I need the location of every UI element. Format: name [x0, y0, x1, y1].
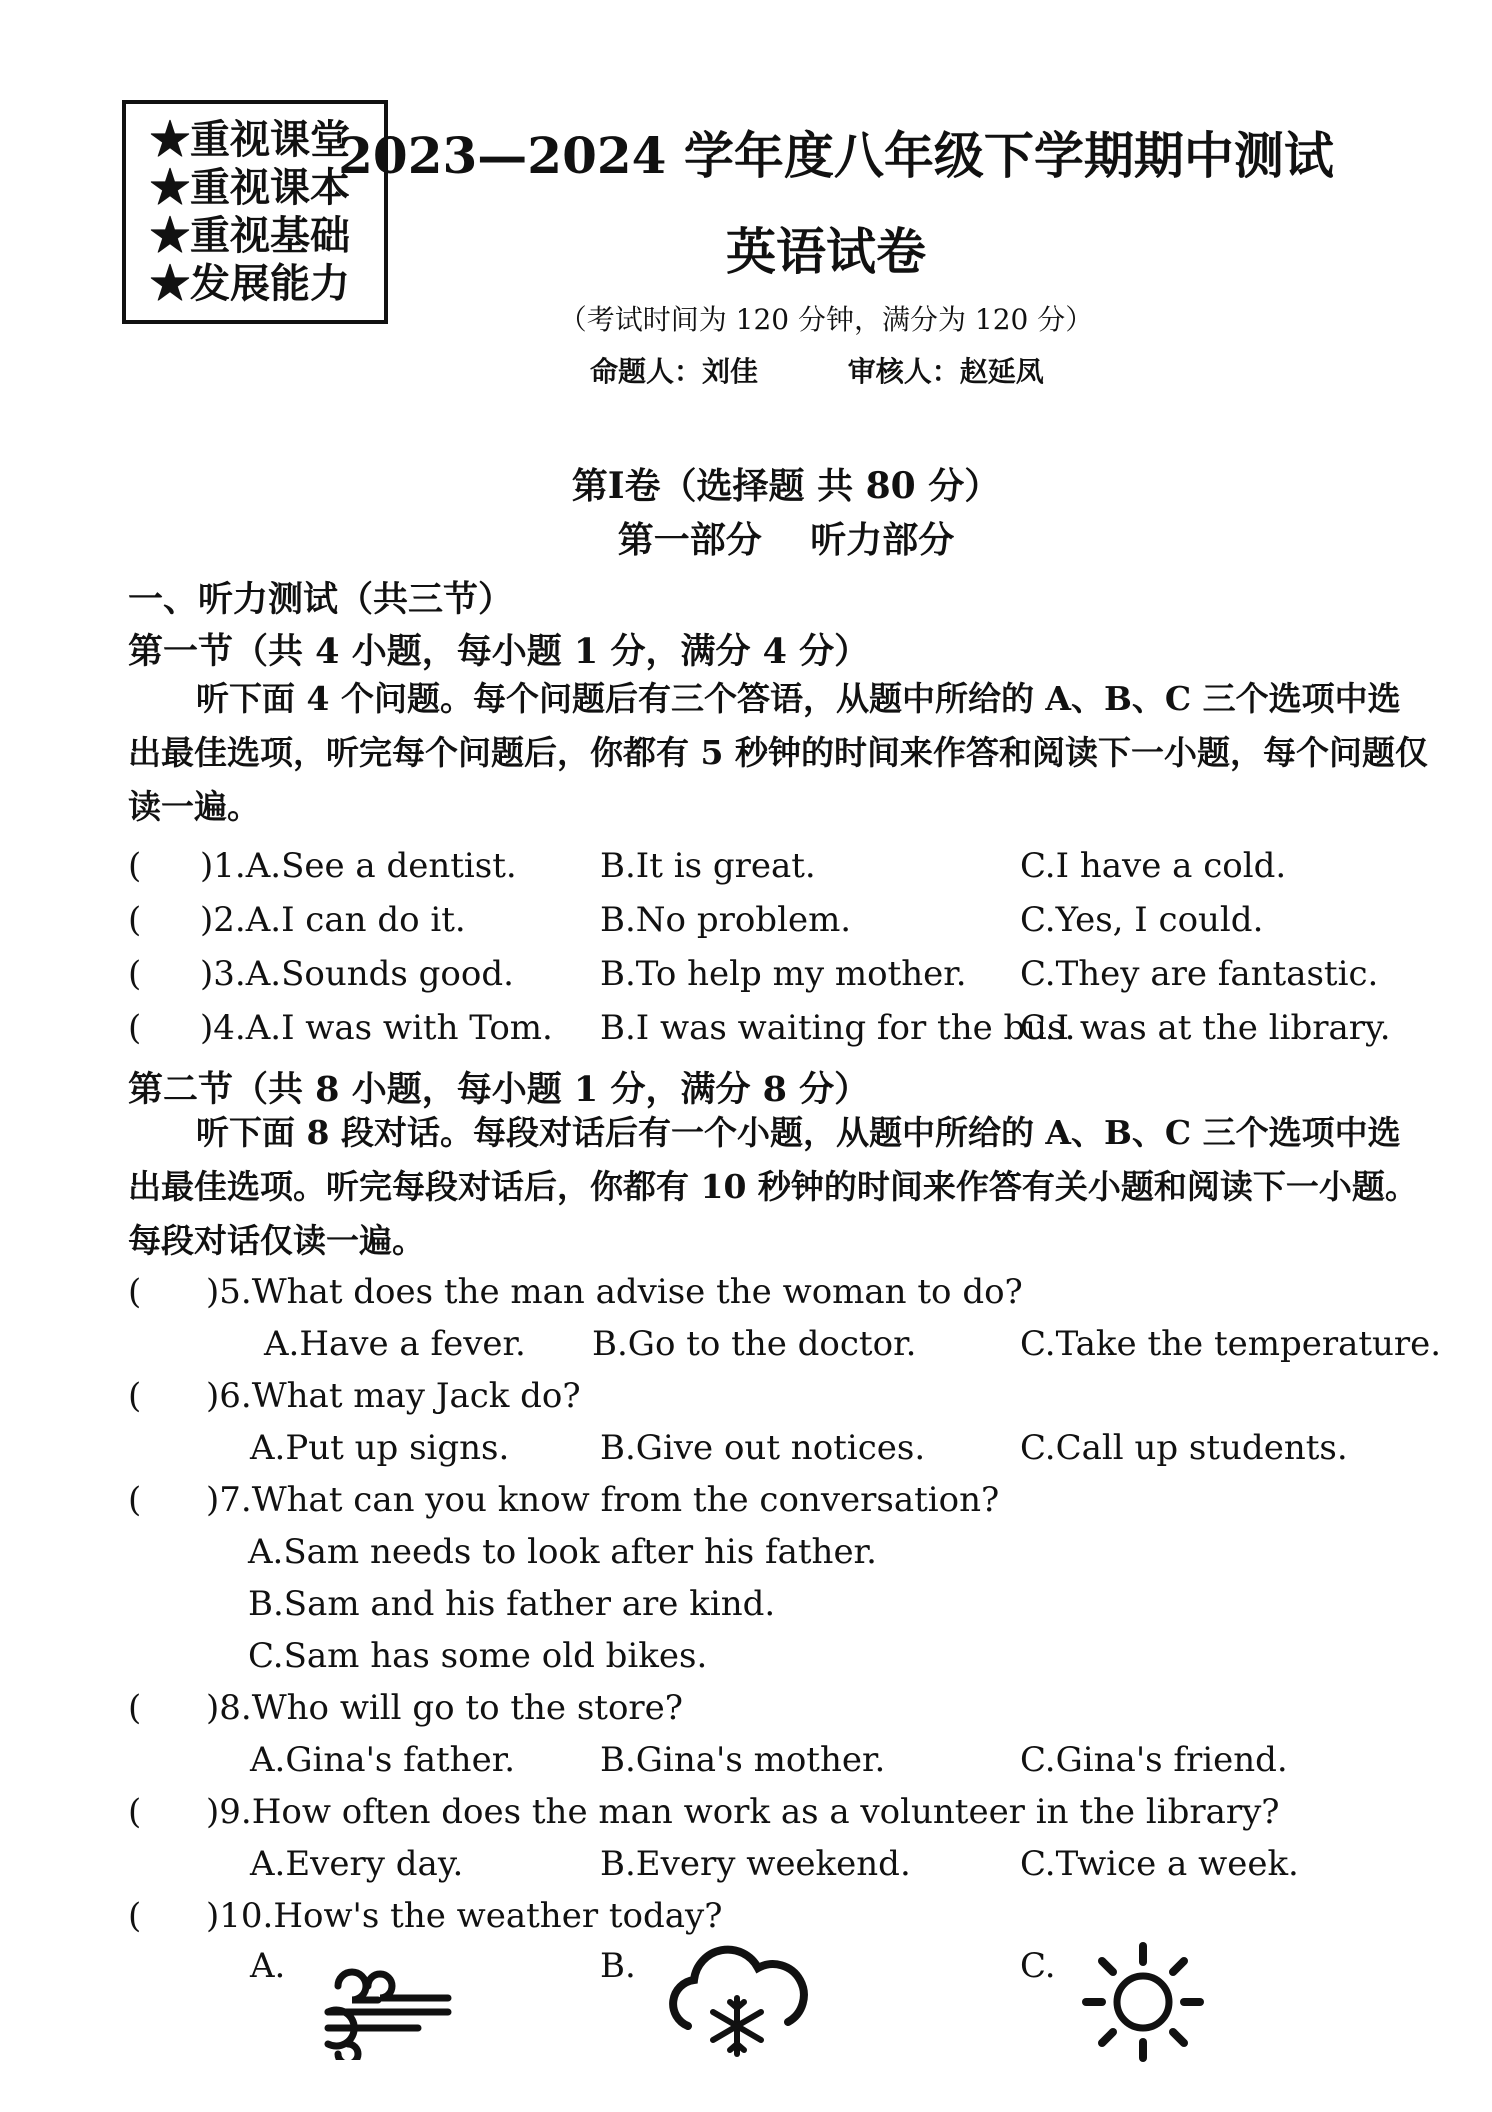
exam-subtitle: 英语试卷 — [726, 222, 926, 281]
motto-line: ★重视基础 — [150, 212, 350, 259]
option-b: B.Give out notices. — [600, 1428, 926, 1468]
exam-note: （考试时间为 120 分钟，满分为 120 分） — [558, 303, 1094, 336]
option-c: C.I have a cold. — [1020, 846, 1287, 886]
option-c: C.Twice a week. — [1020, 1844, 1299, 1884]
section-title: 一、听力测试（共三节） — [128, 579, 514, 620]
option-b: B.Sam and his father are kind. — [248, 1584, 776, 1624]
windy-icon — [318, 1950, 458, 2060]
answer-paren: ( — [128, 1480, 142, 1520]
option-b: B.No problem. — [600, 900, 852, 940]
answer-paren: ( — [128, 900, 142, 940]
answer-paren: ( — [128, 1272, 142, 1312]
option-a: A.Sam needs to look after his father. — [248, 1532, 877, 1572]
part-title: 第一部分 听力部分 — [617, 519, 955, 561]
answer-paren: ( — [128, 846, 142, 886]
option-a: A.Have a fever. — [264, 1324, 526, 1364]
answer-paren: ( — [128, 1896, 142, 1936]
question-5: )5.What does the man advise the woman to do? — [206, 1272, 1023, 1312]
answer-paren: ( — [128, 954, 142, 994]
option-c: C.I was at the library. — [1020, 1008, 1391, 1048]
option-b: B.Every weekend. — [600, 1844, 911, 1884]
answer-paren: ( — [128, 1792, 142, 1832]
option-a: A. — [250, 1946, 286, 1986]
setter: 命题人：刘佳 — [590, 355, 759, 388]
question-7: )7.What can you know from the conversation? — [206, 1480, 1000, 1520]
question-3: )3.A.Sounds good. — [200, 954, 514, 994]
authors — [590, 350, 1124, 390]
reviewer: 审核人：赵延凤 — [847, 355, 1044, 388]
question-4: )4.A.I was with Tom. — [200, 1008, 553, 1048]
motto-line: ★发展能力 — [150, 260, 350, 307]
motto-line: ★重视课堂 — [150, 116, 350, 163]
option-c: C.Call up students. — [1020, 1428, 1348, 1468]
question-6: )6.What may Jack do? — [206, 1376, 581, 1416]
sunny-icon — [1080, 1940, 1206, 2064]
answer-paren: ( — [128, 1008, 142, 1048]
sec1-instructions: 听下面 4 个问题。每个问题后有三个答语，从题中所给的 A、B、C 三个选项中选出最佳选项，听完每个问题后，你都有 5 秒钟的时间来作答和阅读下一小题，每个问题仅读一遍。 — [128, 679, 1428, 826]
sec2-heading: 第二节（共 8 小题，每小题 1 分，满分 8 分） — [128, 1069, 870, 1110]
option-c: C.Yes, I could. — [1020, 900, 1264, 940]
option-b: B.Go to the doctor. — [592, 1324, 917, 1364]
option-c: C. — [1020, 1946, 1056, 1986]
option-b: B. — [600, 1946, 636, 1986]
option-c: C.Sam has some old bikes. — [248, 1636, 708, 1676]
option-b: B.I was waiting for the bus. — [600, 1008, 1076, 1048]
option-b: B.Gina's mother. — [600, 1740, 886, 1780]
option-c: C.Gina's friend. — [1020, 1740, 1288, 1780]
snow-cloud-icon — [662, 1936, 812, 2058]
question-2: )2.A.I can do it. — [200, 900, 466, 940]
option-b: B.To help my mother. — [600, 954, 967, 994]
answer-paren: ( — [128, 1688, 142, 1728]
option-c: C.They are fantastic. — [1020, 954, 1379, 994]
motto-line: ★重视课本 — [150, 164, 350, 211]
option-c: C.Take the temperature. — [1020, 1324, 1442, 1364]
option-a: A.Put up signs. — [250, 1428, 510, 1468]
answer-paren: ( — [128, 1376, 142, 1416]
question-8: )8.Who will go to the store? — [206, 1688, 684, 1728]
option-a: A.Gina's father. — [250, 1740, 516, 1780]
option-a: A.Every day. — [250, 1844, 464, 1884]
volume-title: 第Ⅰ卷（选择题 共 80 分） — [571, 465, 1001, 507]
exam-title: 2023—2024 学年度八年级下学期期中测试 — [338, 126, 1334, 185]
sec2-instructions: 听下面 8 段对话。每段对话后有一个小题，从题中所给的 A、B、C 三个选项中选出最佳选项。听完每段对话后，你都有 10 秒钟的时间来作答有关小题和阅读下一小题。每段对话仅读一遍。 — [128, 1113, 1418, 1260]
question-9: )9.How often does the man work as a volunteer in the library? — [206, 1792, 1280, 1832]
sec1-heading: 第一节（共 4 小题，每小题 1 分，满分 4 分） — [128, 631, 870, 672]
question-1: )1.A.See a dentist. — [200, 846, 517, 886]
option-b: B.It is great. — [600, 846, 816, 886]
question-10: )10.How's the weather today? — [206, 1896, 723, 1936]
